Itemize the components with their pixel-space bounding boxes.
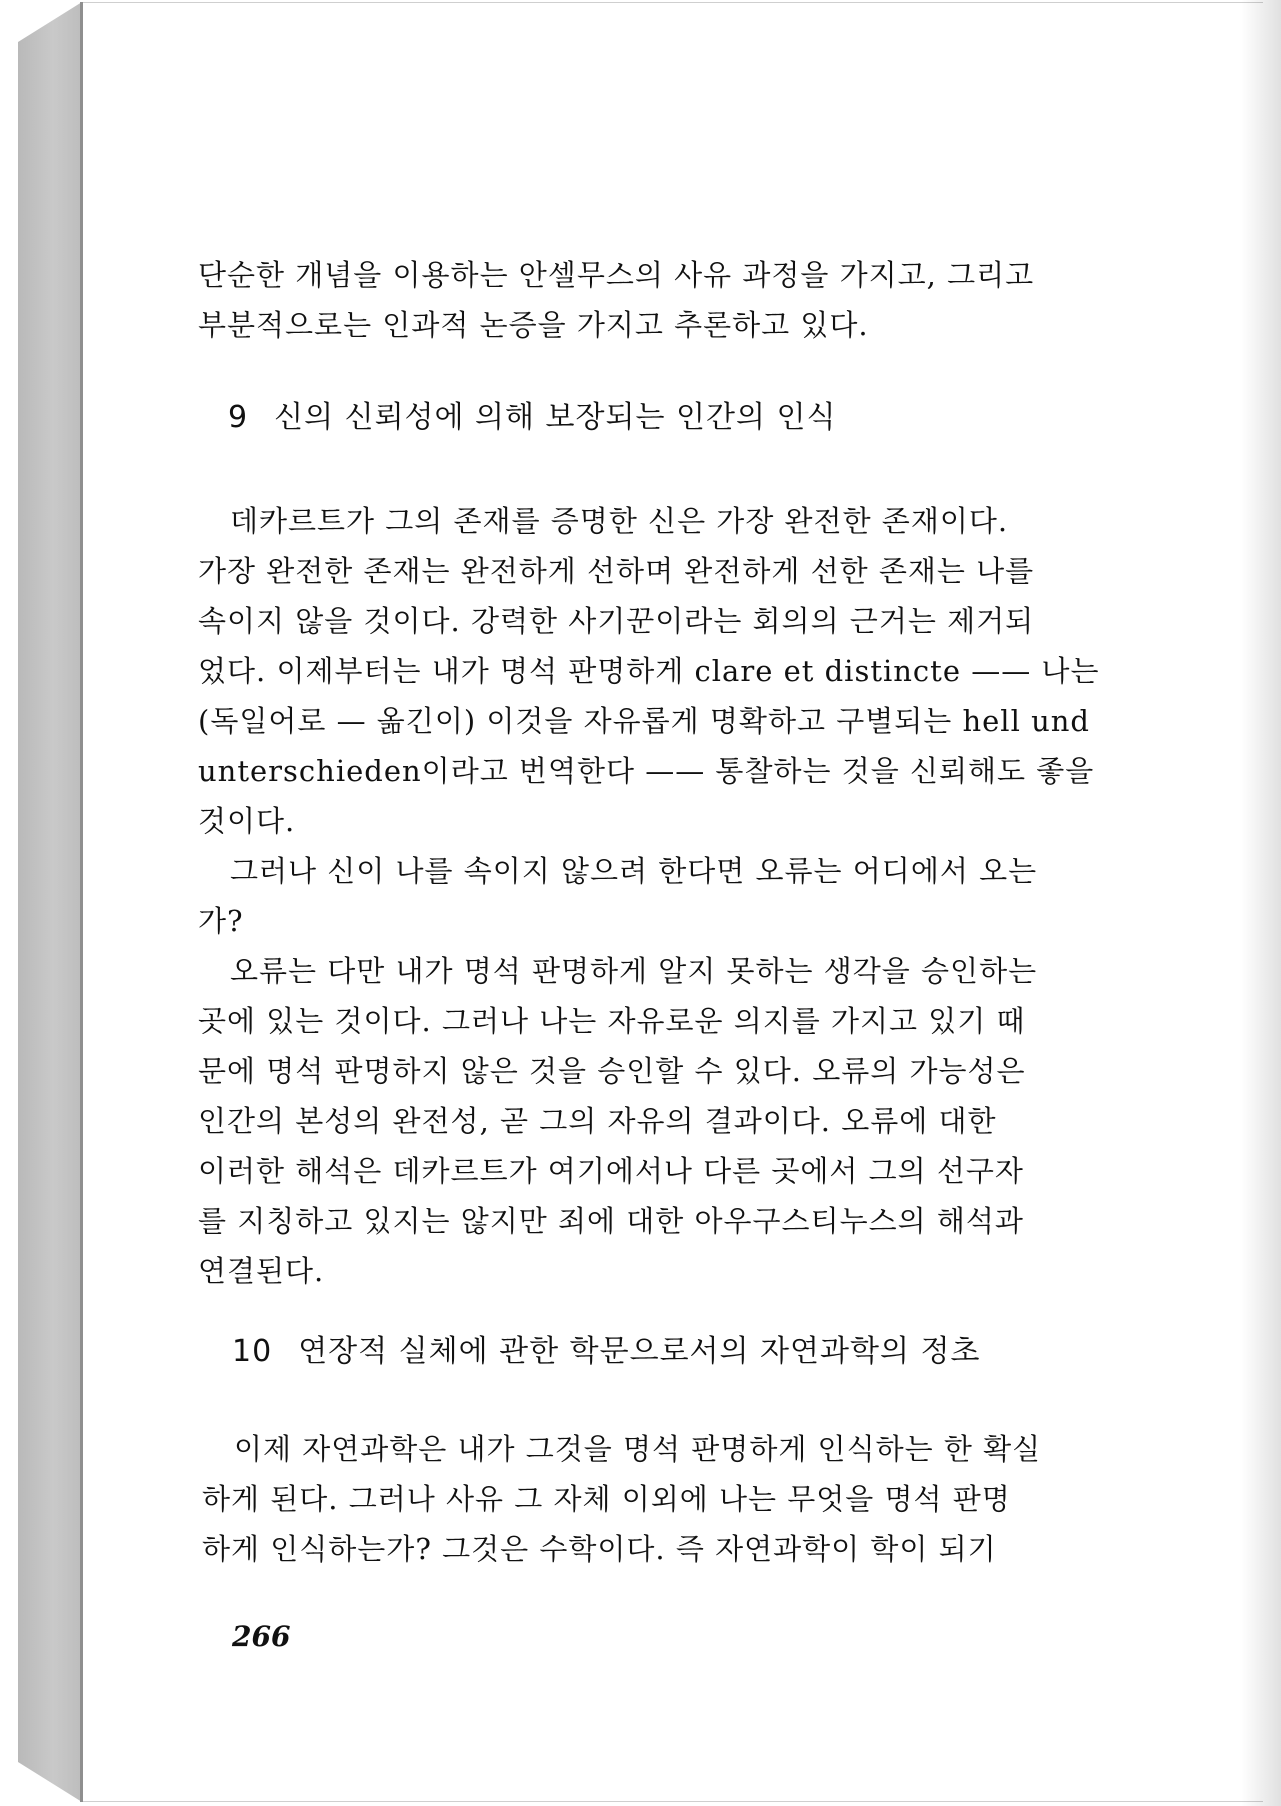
text-line: 이제 자연과학은 내가 그것을 명석 판명하게 인식하는 한 확실 [234, 1432, 1042, 1466]
intro-paragraph [198, 250, 1110, 350]
text-line: 것이다. [198, 804, 296, 838]
text-line: (독일어로 — 옮긴이) 이것을 자유롭게 명확하고 구별되는 hell und [198, 704, 1090, 738]
text-line: 문에 명석 판명하지 않은 것을 승인할 수 있다. 오류의 가능성은 [198, 1054, 1026, 1088]
text-line: 가장 완전한 존재는 완전하게 선하며 완전하게 선한 존재는 나를 [198, 554, 1035, 588]
text-line: 부분적으로는 인과적 논증을 가지고 추론하고 있다. [198, 308, 869, 342]
text-line: 곳에 있는 것이다. 그러나 나는 자유로운 의지를 가지고 있기 때 [198, 1004, 1026, 1038]
text-line: 단순한 개념을 이용하는 안셀무스의 사유 과정을 가지고, 그리고 [198, 258, 1035, 292]
page-shadow [1241, 0, 1281, 1806]
text-line: 를 지칭하고 있지는 않지만 죄에 대한 아우구스티누스의 해석과 [198, 1204, 1024, 1238]
section-9-body [198, 496, 1110, 1296]
book-spine [18, 2, 82, 1802]
text-line: 인간의 본성의 완전성, 곧 그의 자유의 결과이다. 오류에 대한 [198, 1104, 997, 1138]
page-number: 266 [232, 1620, 291, 1653]
text-line: 가? [198, 904, 244, 938]
section-10-heading [232, 1330, 980, 1374]
text-line: 었다. 이제부터는 내가 명석 판명하게 clare et distincte —— 나는 [198, 654, 1100, 688]
section-number: 9 [228, 400, 249, 435]
text-line: 연결된다. [198, 1254, 325, 1288]
section-number: 10 [232, 1334, 273, 1369]
text-line: 그러나 신이 나를 속이지 않으려 한다면 오류는 어디에서 오는 [230, 854, 1038, 888]
text-line: 이러한 해석은 데카르트가 여기에서나 다른 곳에서 그의 선구자 [198, 1154, 1024, 1188]
text-line: 속이지 않을 것이다. 강력한 사기꾼이라는 회의의 근거는 제거되 [198, 604, 1035, 638]
text-line: 오류는 다만 내가 명석 판명하게 알지 못하는 생각을 승인하는 [230, 954, 1038, 988]
section-title: 신의 신뢰성에 의해 보장되는 인간의 인식 [274, 400, 837, 435]
section-10-body [202, 1424, 1114, 1574]
text-line: 하게 인식하는가? 그것은 수학이다. 즉 자연과학이 학이 되기 [202, 1532, 997, 1566]
text-line: 하게 된다. 그러나 사유 그 자체 이외에 나는 무엇을 명석 판명 [202, 1482, 1011, 1516]
section-9-heading [228, 396, 836, 440]
text-line: unterschieden이라고 번역한다 —— 통찰하는 것을 신뢰해도 좋을 [198, 754, 1095, 788]
text-line: 데카르트가 그의 존재를 증명한 신은 가장 완전한 존재이다. [230, 504, 1009, 538]
section-title: 연장적 실체에 관한 학문으로서의 자연과학의 정초 [298, 1334, 981, 1369]
